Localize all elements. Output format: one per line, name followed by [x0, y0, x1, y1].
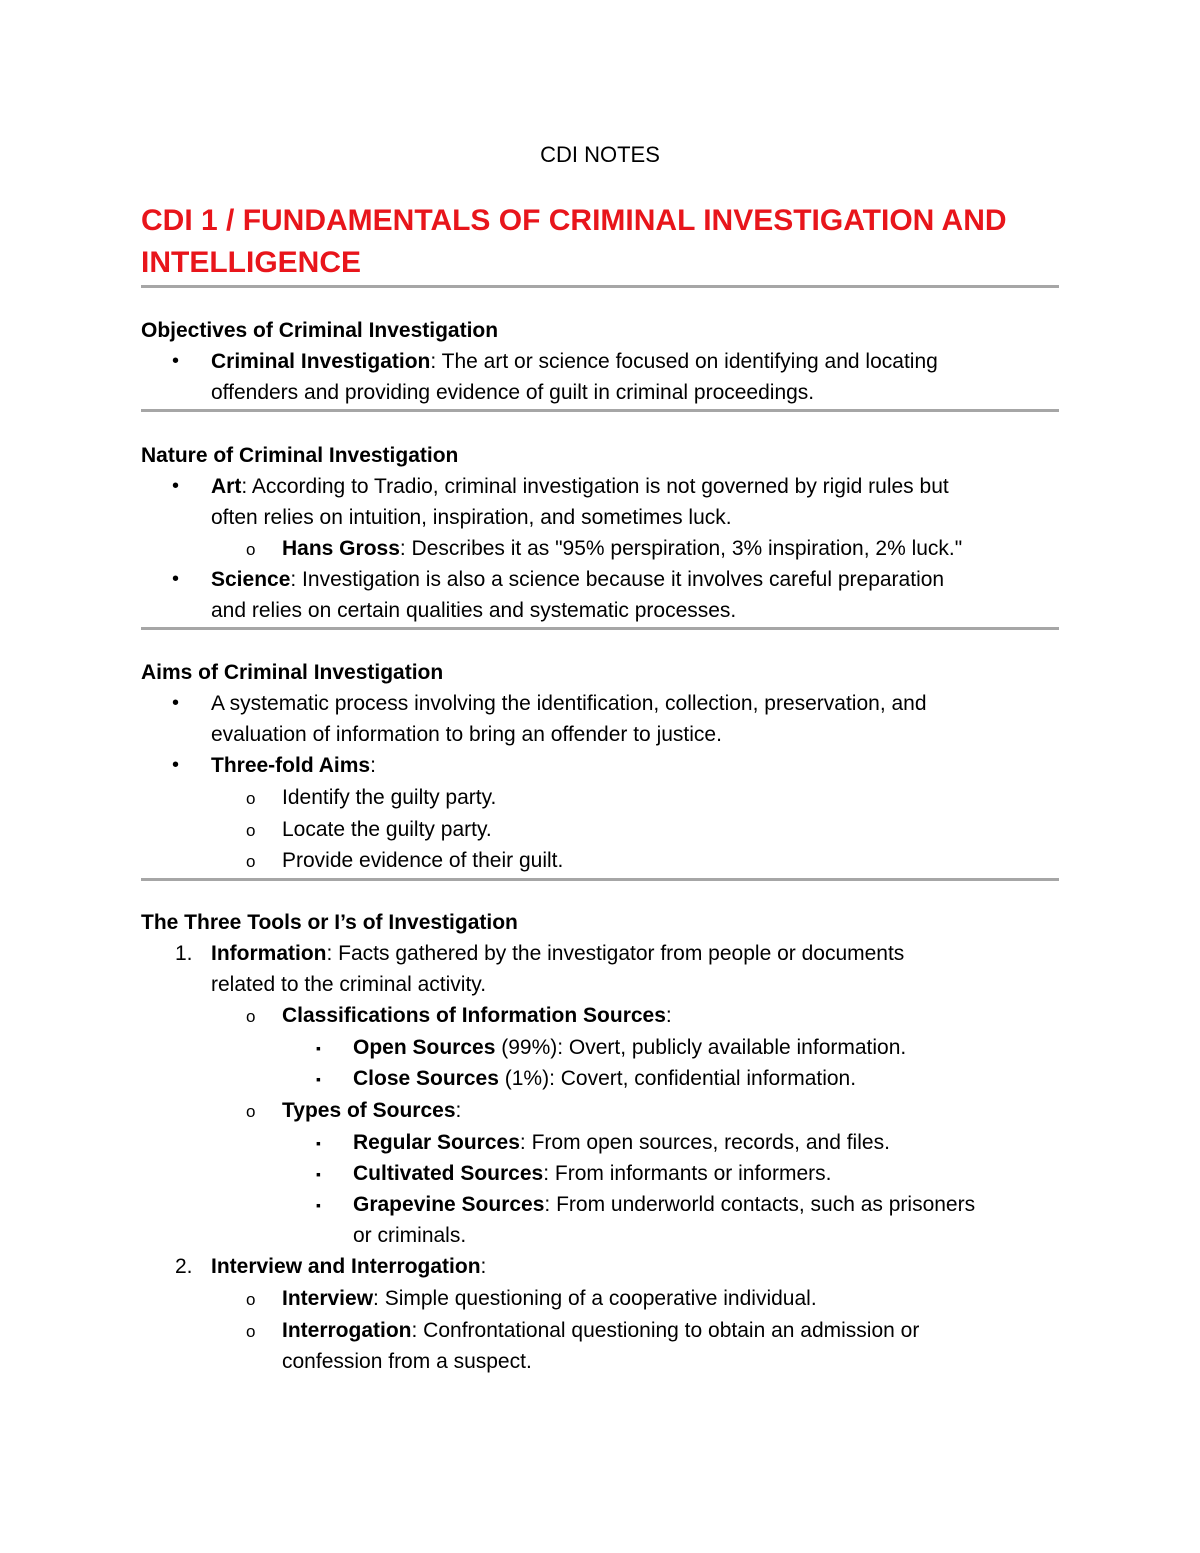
list-item-continuation: confession from a suspect.	[282, 1350, 532, 1373]
circle-bullet-icon: o	[246, 789, 256, 808]
term: Information	[211, 942, 327, 965]
list-item: A systematic process involving the identification, collection, preservation, and	[211, 692, 927, 715]
section-divider	[141, 627, 1059, 630]
list-item: Hans Gross: Describes it as "95% perspiration, 3% inspiration, 2% luck."	[282, 537, 963, 560]
list-item-continuation: and relies on certain qualities and systematic processes.	[211, 599, 737, 622]
bullet-icon: •	[172, 692, 180, 714]
list-number: 1.	[175, 942, 193, 965]
square-bullet-icon: ▪	[316, 1197, 321, 1213]
section-title-nature: Nature of Criminal Investigation	[141, 444, 459, 467]
list-item: Open Sources (99%): Overt, publicly available information.	[353, 1036, 907, 1059]
section-divider	[141, 409, 1059, 412]
circle-bullet-icon: o	[246, 1322, 256, 1341]
term: Science	[211, 568, 291, 591]
list-item-continuation: or criminals.	[353, 1224, 467, 1247]
term: Interview and Interrogation	[211, 1255, 481, 1278]
term: Types of Sources	[282, 1099, 456, 1122]
section-divider	[141, 878, 1059, 881]
term: Grapevine Sources	[353, 1193, 545, 1216]
list-number: 2.	[175, 1255, 193, 1278]
section-divider	[141, 285, 1059, 288]
square-bullet-icon: ▪	[316, 1040, 321, 1056]
bullet-icon: •	[172, 568, 180, 590]
main-heading-line2: INTELLIGENCE	[141, 246, 362, 279]
list-item-continuation: often relies on intuition, inspiration, and sometimes luck.	[211, 506, 732, 529]
term: Criminal Investigation	[211, 350, 431, 373]
circle-bullet-icon: o	[246, 1102, 256, 1121]
bullet-icon: •	[172, 350, 180, 372]
list-item: Identify the guilty party.	[282, 786, 497, 809]
list-item: Science: Investigation is also a science because it involves careful preparation	[211, 568, 945, 591]
list-item: Locate the guilty party.	[282, 818, 492, 841]
list-item: Art: According to Tradio, criminal investigation is not governed by rigid rules but	[211, 475, 949, 498]
term: Regular Sources	[353, 1131, 520, 1154]
square-bullet-icon: ▪	[316, 1071, 321, 1087]
term: Interview	[282, 1287, 374, 1310]
list-item: Cultivated Sources: From informants or informers.	[353, 1162, 832, 1185]
list-item: Interview: Simple questioning of a cooperative individual.	[282, 1287, 817, 1310]
term: Interrogation	[282, 1319, 412, 1342]
term: Close Sources	[353, 1067, 499, 1090]
list-item: Interview and Interrogation:	[211, 1255, 487, 1278]
term: Art	[211, 475, 242, 498]
circle-bullet-icon: o	[246, 821, 256, 840]
bullet-icon: •	[172, 754, 180, 776]
list-item-continuation: offenders and providing evidence of guilt in criminal proceedings.	[211, 381, 815, 404]
square-bullet-icon: ▪	[316, 1166, 321, 1182]
page-title: CDI NOTES	[540, 142, 660, 167]
list-item-continuation: related to the criminal activity.	[211, 973, 487, 996]
main-heading-line1: CDI 1 / FUNDAMENTALS OF CRIMINAL INVESTIGATION AND	[141, 204, 1007, 237]
circle-bullet-icon: o	[246, 1007, 256, 1026]
square-bullet-icon: ▪	[316, 1135, 321, 1151]
circle-bullet-icon: o	[246, 852, 256, 871]
list-item: Types of Sources:	[282, 1099, 462, 1122]
list-item-continuation: evaluation of information to bring an offender to justice.	[211, 723, 722, 746]
main-heading	[141, 200, 1071, 284]
circle-bullet-icon: o	[246, 1290, 256, 1309]
section-title-aims: Aims of Criminal Investigation	[141, 661, 444, 684]
list-item: Criminal Investigation: The art or science focused on identifying and locating	[211, 350, 938, 373]
list-item: Close Sources (1%): Covert, confidential information.	[353, 1067, 857, 1090]
list-item: Interrogation: Confrontational questioning to obtain an admission or	[282, 1319, 920, 1342]
term: Three-fold Aims	[211, 754, 371, 777]
bullet-icon: •	[172, 475, 180, 497]
term: Cultivated Sources	[353, 1162, 544, 1185]
list-item: Provide evidence of their guilt.	[282, 849, 564, 872]
circle-bullet-icon: o	[246, 540, 256, 559]
section-title-objectives: Objectives of Criminal Investigation	[141, 319, 499, 342]
list-item: Regular Sources: From open sources, records, and files.	[353, 1131, 890, 1154]
list-item: Grapevine Sources: From underworld contacts, such as prisoners	[353, 1193, 976, 1216]
term: Open Sources	[353, 1036, 496, 1059]
list-item: Three-fold Aims:	[211, 754, 376, 777]
term: Classifications of Information Sources	[282, 1004, 666, 1027]
section-title-tools: The Three Tools or I’s of Investigation	[141, 911, 518, 934]
term: Hans Gross	[282, 537, 400, 560]
list-item: Information: Facts gathered by the investigator from people or documents	[211, 942, 905, 965]
list-item: Classifications of Information Sources:	[282, 1004, 672, 1027]
